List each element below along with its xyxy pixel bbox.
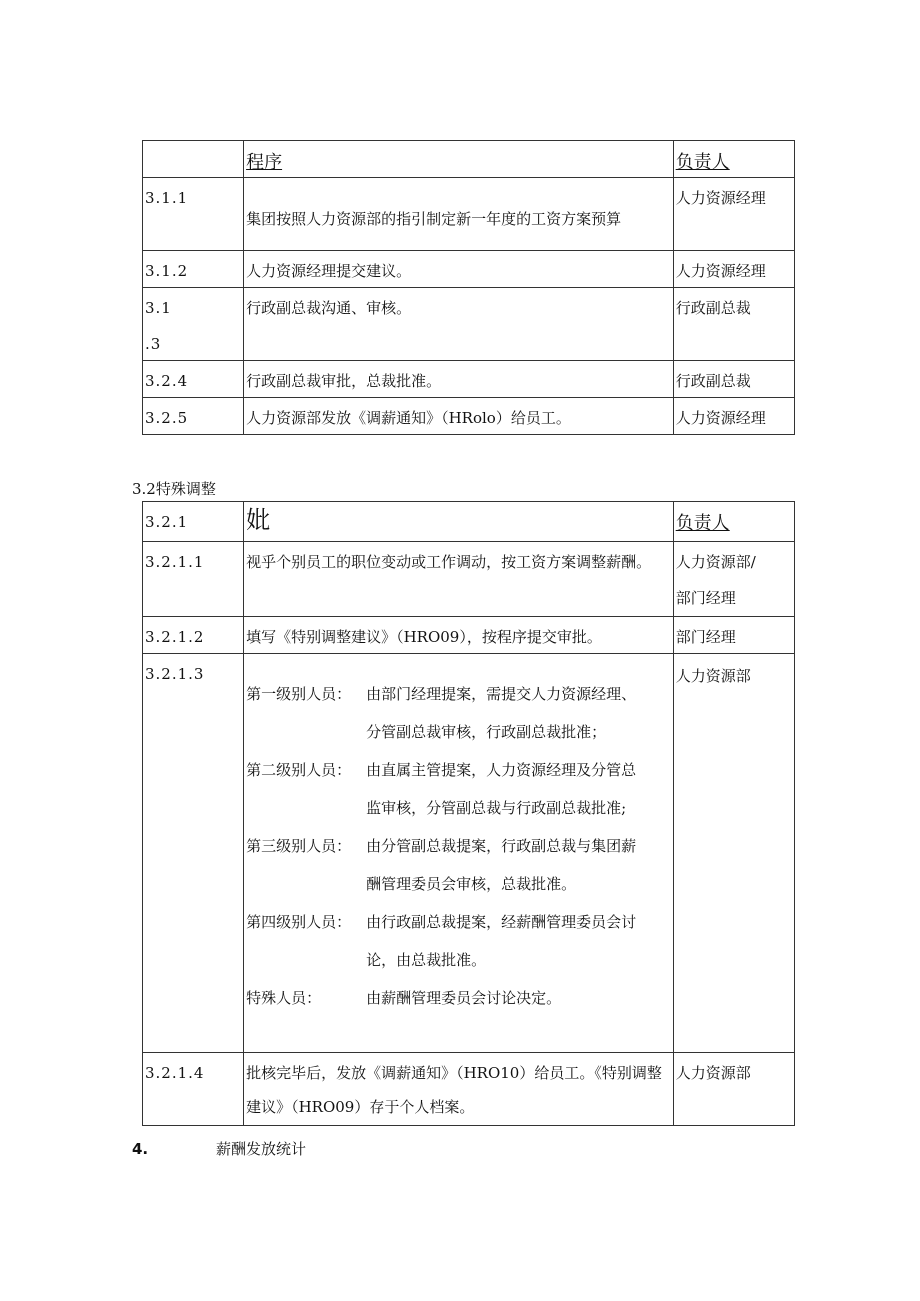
step-owner: 行政副总裁	[673, 361, 794, 398]
step-text: 人力资源经理提交建议。	[244, 251, 674, 288]
step-code: 3.2.1.3	[143, 654, 244, 1053]
header-blank	[143, 141, 244, 178]
special-adjustment-table	[142, 501, 795, 1126]
step-owner: 人力资源部	[673, 1053, 794, 1126]
header-procedure: 程序	[244, 141, 674, 178]
procedure-table	[142, 140, 795, 435]
section-4-title: 薪酬发放统计	[216, 1140, 307, 1158]
step-code: 3.1.2	[143, 251, 244, 288]
level-item: 第三级别人员： 由分管副总裁提案，行政副总裁与集团薪 酬管理委员会审核，总裁批准。	[246, 837, 637, 893]
table-row	[143, 542, 795, 617]
step-owner: 人力资源部/ 部门经理	[673, 542, 794, 617]
section-4-number: 4.	[132, 1140, 149, 1158]
special-personnel: 特殊人员： 由薪酬管理委员会讨论决定。	[246, 989, 562, 1007]
step-code: 3.2.1.4	[143, 1053, 244, 1126]
step-text: 批核完毕后，发放《调薪通知》（HRO10）给员工。《特别调整建议》（HRO09）存于个人档案。	[244, 1053, 674, 1126]
level-item: 第一级别人员： 由部门经理提案，需提交人力资源经理、 分管副总裁审核，行政副总裁批准；	[246, 685, 637, 741]
step-text: 集团按照人力资源部的指引制定新一年度的工资方案预算	[244, 178, 674, 251]
step-owner: 人力资源经理	[673, 251, 794, 288]
step-owner: 部门经理	[673, 617, 794, 654]
step-owner: 人力资源经理	[673, 398, 794, 435]
approval-levels	[244, 654, 674, 1053]
table-row	[143, 361, 795, 398]
header-owner: 负责人	[673, 502, 794, 542]
table-row	[143, 288, 795, 361]
step-code: 3.2.1.1	[143, 542, 244, 617]
table-row	[143, 398, 795, 435]
step-text: 行政副总裁沟通、审核。	[244, 288, 674, 361]
table-row	[143, 1053, 795, 1126]
table-row	[143, 251, 795, 288]
step-code: 3.1 .3	[143, 288, 244, 361]
step-text: 行政副总裁审批，总裁批准。	[244, 361, 674, 398]
step-owner: 人力资源经理	[673, 178, 794, 251]
table-row	[143, 617, 795, 654]
step-owner: 行政副总裁	[673, 288, 794, 361]
header-owner: 负责人	[673, 141, 794, 178]
step-code: 3.2.5	[143, 398, 244, 435]
level-item: 第二级别人员： 由直属主管提案，人力资源经理及分管总 监审核，分管副总裁与行政副总裁批准;	[246, 761, 637, 817]
table-header-row	[143, 141, 795, 178]
header-code: 3.2.1	[143, 502, 244, 542]
step-text: 人力资源部发放《调薪通知》（HRolo）给员工。	[244, 398, 674, 435]
step-text: 填写《特别调整建议》（HRO09），按程序提交审批。	[244, 617, 674, 654]
step-owner: 人力资源部	[673, 654, 794, 1053]
step-text: 视乎个别员工的职位变动或工作调动，按工资方案调整薪酬。	[244, 542, 674, 617]
step-code: 3.1.1	[143, 178, 244, 251]
table-row	[143, 178, 795, 251]
level-item: 第四级别人员： 由行政副总裁提案，经薪酬管理委员会讨 论，由总裁批准。	[246, 913, 637, 969]
section-title: 3.2特殊调整	[132, 480, 216, 498]
step-code: 3.2.4	[143, 361, 244, 398]
step-code: 3.2.1.2	[143, 617, 244, 654]
table-row	[143, 654, 795, 1053]
header-procedure: 妣	[244, 502, 674, 542]
table-header-row	[143, 502, 795, 542]
